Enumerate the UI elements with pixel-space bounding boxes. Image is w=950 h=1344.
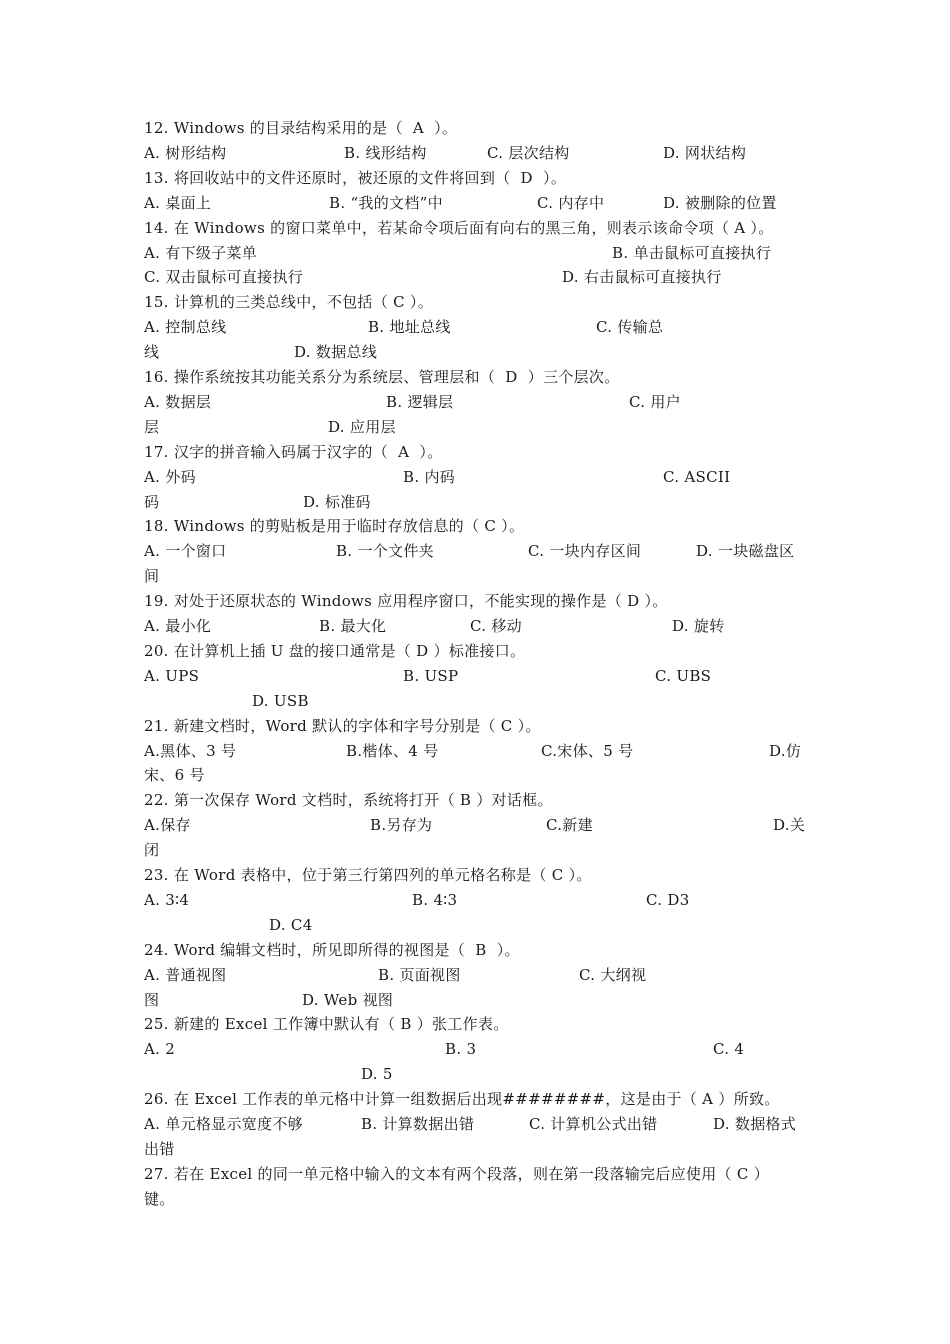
text-line: 23. 在 Word 表格中，位于第三行第四列的单元格名称是（ C ）。 — [144, 866, 592, 884]
text-line: A. 最小化 — [144, 617, 212, 635]
text-line: A. 树形结构 — [144, 144, 227, 162]
text-line: A. 控制总线 — [144, 318, 227, 336]
text-line: 闭 — [144, 841, 160, 859]
option-text: D. 旋转 — [672, 617, 725, 635]
text-line: A. 桌面上 — [144, 194, 212, 212]
option-text: D. 被删除的位置 — [663, 194, 777, 212]
option-text: B. USP — [403, 667, 459, 685]
text-line: A. 单元格显示宽度不够 — [144, 1115, 303, 1133]
text-line: A. 有下级子菜单 — [144, 244, 258, 262]
text-line: 16. 操作系统按其功能关系分为系统层、管理层和（ D ）三个层次。 — [144, 368, 620, 386]
option-text: B.另存为 — [370, 816, 433, 834]
option-text: C. 计算机公式出错 — [529, 1115, 658, 1133]
text-line: 图 — [144, 991, 160, 1009]
text-line: A. 一个窗口 — [144, 542, 227, 560]
text-line: D. 5 — [361, 1065, 393, 1083]
option-text: C. 大纲视 — [579, 966, 647, 984]
option-text: C. 层次结构 — [487, 144, 570, 162]
option-text: C. D3 — [646, 891, 690, 909]
option-text: B. 3 — [445, 1040, 477, 1058]
text-line: 17. 汉字的拼音输入码属于汉字的（ A ）。 — [144, 443, 443, 461]
text-line: 宋、6 号 — [144, 766, 205, 784]
text-line: 18. Windows 的剪贴板是用于临时存放信息的（ C ）。 — [144, 517, 525, 535]
option-text: D.仿 — [769, 742, 802, 760]
option-text: D. 数据格式 — [713, 1115, 797, 1133]
option-text: B. 最大化 — [319, 617, 387, 635]
text-line: 27. 若在 Excel 的同一单元格中输入的文本有两个段落，则在第一段落输完后应使用（ C ） — [144, 1165, 770, 1183]
text-line: 19. 对处于还原状态的 Windows 应用程序窗口，不能实现的操作是（ D ）。 — [144, 592, 668, 610]
text-line: A. 数据层 — [144, 393, 212, 411]
option-text: B. 4∶3 — [412, 891, 458, 909]
option-text: C. 用户 — [629, 393, 681, 411]
text-line: D. USB — [252, 692, 309, 710]
option-text: B.楷体、4 号 — [346, 742, 439, 760]
option-text: C. 移动 — [470, 617, 522, 635]
option-text: B. 一个文件夹 — [336, 542, 434, 560]
text-line: 20. 在计算机上插 U 盘的接口通常是（ D ）标准接口。 — [144, 642, 526, 660]
option-text: B. 页面视图 — [378, 966, 461, 984]
text-line: A. 普通视图 — [144, 966, 227, 984]
option-text: D. Web 视图 — [302, 991, 394, 1009]
text-line: 25. 新建的 Excel 工作簿中默认有（ B ）张工作表。 — [144, 1015, 509, 1033]
text-line: A. 3∶4 — [144, 891, 190, 909]
text-line: 13. 将回收站中的文件还原时，被还原的文件将回到（ D ）。 — [144, 169, 567, 187]
text-line: D. C4 — [269, 916, 313, 934]
option-text: B. “我的文档”中 — [329, 194, 443, 212]
option-text: B. 单击鼠标可直接执行 — [612, 244, 772, 262]
option-text: C.新建 — [546, 816, 593, 834]
text-line: A. UPS — [144, 667, 200, 685]
text-line: A. 2 — [144, 1040, 176, 1058]
text-line: A.黑体、3 号 — [144, 742, 237, 760]
text-line: 15. 计算机的三类总线中，不包括（ C ）。 — [144, 293, 434, 311]
text-line: C. 双击鼠标可直接执行 — [144, 268, 304, 286]
text-line: 24. Word 编辑文档时，所见即所得的视图是（ B ）。 — [144, 941, 520, 959]
text-line: 出错 — [144, 1140, 175, 1158]
option-text: D.关 — [773, 816, 806, 834]
text-line: 层 — [144, 418, 160, 436]
option-text: B. 线形结构 — [344, 144, 427, 162]
option-text: C.宋体、5 号 — [541, 742, 634, 760]
option-text: C. 内存中 — [537, 194, 605, 212]
option-text: D. 应用层 — [328, 418, 396, 436]
option-text: C. 传输总 — [596, 318, 664, 336]
option-text: B. 内码 — [403, 468, 456, 486]
text-line: 键。 — [144, 1190, 175, 1208]
option-text: C. 一块内存区间 — [528, 542, 642, 560]
text-line: 线 — [144, 343, 160, 361]
option-text: B. 地址总线 — [368, 318, 451, 336]
option-text: C. UBS — [655, 667, 712, 685]
text-line: 码 — [144, 493, 160, 511]
text-line: 12. Windows 的目录结构采用的是（ A ）。 — [144, 119, 458, 137]
text-line: 22. 第一次保存 Word 文档时，系统将打开（ B ）对话框。 — [144, 791, 553, 809]
option-text: D. 网状结构 — [663, 144, 747, 162]
option-text: D. 标准码 — [303, 493, 371, 511]
text-line: 26. 在 Excel 工作表的单元格中计算一组数据后出现########，这是由于（ A ）所致。 — [144, 1090, 780, 1108]
text-line: A. 外码 — [144, 468, 196, 486]
text-line: 14. 在 Windows 的窗口菜单中，若某命令项后面有向右的黑三角，则表示该命令项（ A ）。 — [144, 219, 774, 237]
option-text: D. 右击鼠标可直接执行 — [562, 268, 722, 286]
text-line: 21. 新建文档时，Word 默认的字体和字号分别是（ C ）。 — [144, 717, 541, 735]
option-text: C. 4 — [713, 1040, 745, 1058]
option-text: B. 计算数据出错 — [361, 1115, 475, 1133]
option-text: D. 一块磁盘区 — [696, 542, 795, 560]
option-text: D. 数据总线 — [294, 343, 378, 361]
option-text: B. 逻辑层 — [386, 393, 454, 411]
text-line: 间 — [144, 567, 160, 585]
option-text: C. ASCII — [663, 468, 731, 486]
text-line: A.保存 — [144, 816, 191, 834]
